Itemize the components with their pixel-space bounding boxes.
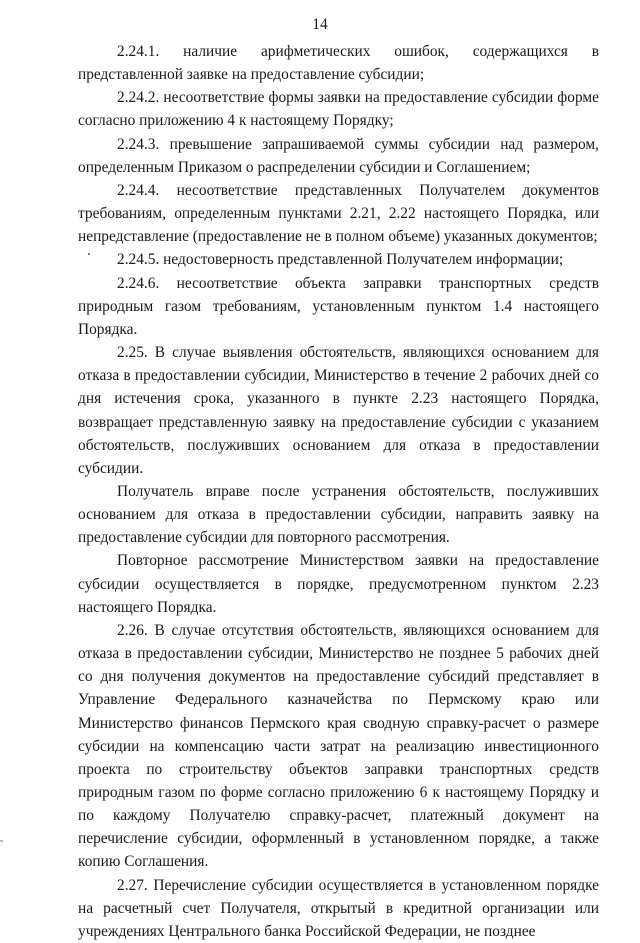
clause-2-24-2: 2.24.2. несоответствие формы заявки на предоставление субсидии форме согласно приложению 4 к настоящему Порядку;	[78, 89, 599, 130]
clause-2-24-1: 2.24.1. наличие арифметических ошибок, содержащихся в представленной заявке на предоставление субсидии;	[78, 43, 599, 84]
clause-2-24-6: 2.24.6. несоответствие объекта заправки транспортных средств природным газом требованиям, установленным пунктом 1.4 настоящего Порядка.	[78, 274, 599, 338]
clause-2-24-3: 2.24.3. превышение запрашиваемой суммы субсидии над размером, определенным Приказом о распределении субсидии и Соглашением;	[78, 135, 599, 176]
scan-speck	[88, 253, 90, 255]
scan-edge-mark	[0, 840, 3, 842]
clause-2-26: 2.26. В случае отсутствия обстоятельств, являющихся основанием для отказа в предоставлении субсидии, Министерство не позднее 5 рабочих дней со дня получения документов на предоставление субсидий представляет в Управление Федерального казначейства по Пермскому краю или Министерство финансов Пермского края сводную справку-расчет о размере субсидии на компенсацию части затрат на реализацию инвестиционного проекта по строительству объектов заправки транспортных средств природным газом по форме согласно приложению 6 к настоящему Порядку и по каждому Получателю справку-расчет, платежный документ на перечисление субсидии, оформленный в установленном порядке, а также копию Соглашения.	[78, 621, 599, 871]
clause-2-24-5: 2.24.5. недостоверность представленной Получателем информации;	[117, 251, 564, 269]
page-number: 14	[312, 16, 328, 33]
clause-2-27: 2.27. Перечисление субсидии осуществляется в установленном порядке на расчетный счет Получателя, открытый в кредитной организации или учреждениях Центрального банка Российской Федерации, не позднее	[78, 876, 599, 940]
document-body	[78, 40, 599, 943]
paragraph-resubmission-right: Получатель вправе после устранения обстоятельств, послуживших основанием для отказа в предоставлении субсидии, направить заявку на предоставление субсидии для повторного рассмотрения.	[78, 482, 599, 547]
paragraph-repeat-review: Повторное рассмотрение Министерством заявки на предоставление субсидии осуществляется в порядке, предусмотренном пунктом 2.23 настоящего Порядка.	[78, 552, 599, 616]
clause-2-25: 2.25. В случае выявления обстоятельств, являющихся основанием для отказа в предоставлении субсидии, Министерство в течение 2 рабочих дней со дня истечения срока, указанного в пункте 2.23 настоящего Порядка, возвращает представленную заявку на предоставление субсидии с указанием обстоятельств, послуживших основанием для отказа в предоставлении субсидии.	[78, 344, 599, 477]
clause-2-24-4: 2.24.4. несоответствие представленных Получателем документов требованиям, определенным пунктами 2.21, 2.22 настоящего Порядка, или непредставление (предоставление не в полном объеме) указанных документов;	[78, 181, 599, 246]
